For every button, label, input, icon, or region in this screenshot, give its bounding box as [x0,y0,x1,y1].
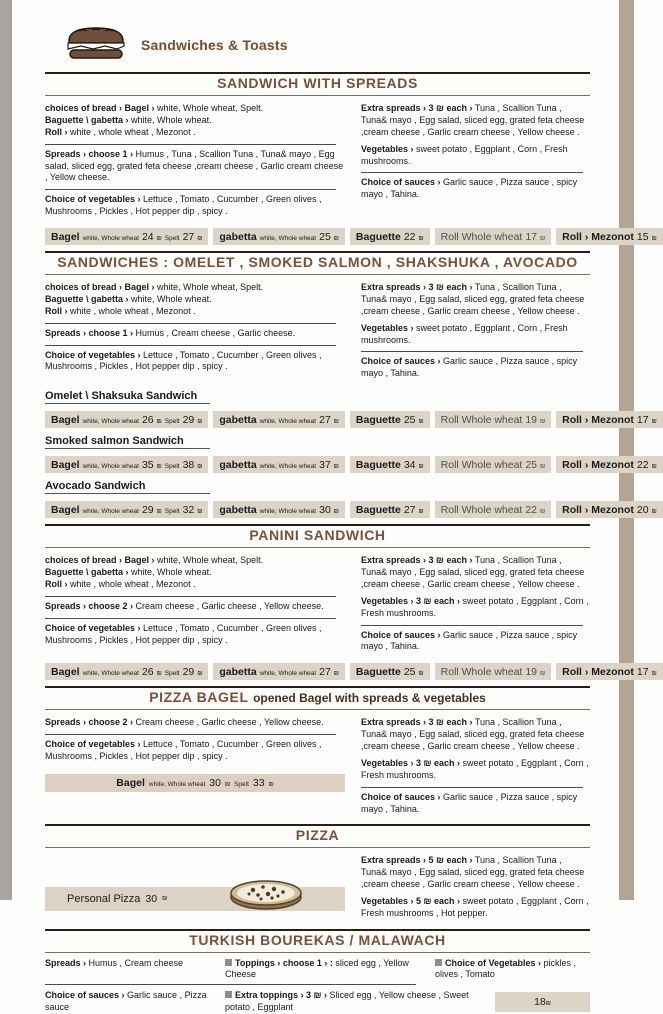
price-value: 18 [534,995,546,1008]
price-value: 25 [403,414,416,427]
divider [45,984,416,985]
price-value: 29 [141,504,154,517]
options-left-column [45,853,345,922]
section-header [45,524,590,548]
shekel-sign: ₪ [333,671,339,678]
extra-spreads: Extra spreads › 3 ₪ each › Tuna , Scallion Tuna , Tuna& mayo , Egg salad, sliced egg, grated feta cheese ,cream cheese , Garlic cream cheese , Yellow cheese . [361,282,585,316]
price-value: 33 [252,776,265,789]
divider [45,618,336,619]
divider [45,345,336,346]
section-pizza-bagel [45,686,590,818]
price-option-roll-wholewheat: Roll Whole wheat 22 ₪ [435,501,552,518]
price-value: 38 [182,459,195,472]
section-pizza [45,824,590,922]
divider [361,625,583,626]
extra-vegetables: Vegetables › 3 ₪ each › sweet potato , Eggplant , Corn , Fresh mushrooms. [361,595,589,618]
price-value: 17 [525,231,538,243]
section-title: PIZZA [295,827,340,844]
price-option-roll-wholewheat: Roll Whole wheat 19 ₪ [435,411,552,428]
spreads-choices: Spreads › choose 1 › Humus , Tuna , Scallion Tuna , Tuna& mayo , Egg salad, sliced egg, grated feta cheese ,cream cheese , Garlic cream cheese , Yellow cheese. [45,148,344,183]
section-sandwiches-omelet-salmon [45,251,657,518]
vegetable-choices: Choice of vegetables › Lettuce , Tomato , Cucumber , Green olives , Mushrooms , Pickles , Hot pepper dip , spicy . [45,194,322,217]
price-option-roll-mezonot: Roll › Mezonot 17 ₪ [556,411,663,428]
price-value: 27 [403,504,416,517]
shekel-sign: ₪ [651,671,657,678]
price-value: 30 [319,504,331,517]
price-value: 22 [403,231,416,243]
spreads-choices: Spreads › choose 2 › Cream cheese , Garlic cheese , Yellow cheese. [45,600,324,611]
square-bullet-icon [225,991,232,998]
shekel-sign: ₪ [197,671,203,678]
toppings-choices: Toppings › choose 1 › : sliced egg , Yellow Cheese [225,957,409,980]
price-value: 27 [319,666,331,679]
price-option-roll-wholewheat: Roll Whole wheat 17 ₪ [435,228,552,245]
subsection-title: Smoked salmon Sandwich [45,435,210,449]
shekel-sign: ₪ [156,509,162,516]
price-option-roll-mezonot: Roll › Mezonot 20 ₪ [556,501,663,518]
price-option-gabetta: gabetta white, Whole wheat 37 ₪ [213,456,345,473]
shekel-sign: ₪ [333,464,339,471]
price-value: 17 [636,666,649,679]
extra-vegetables: Vegetables › sweet potato , Eggplant , Corn , Fresh mushrooms. [361,143,568,166]
shekel-sign: ₪ [333,236,339,242]
shekel-sign: ₪ [545,1000,551,1007]
price-value: 34 [403,459,416,472]
price-option-bagel: Bagel white, Whole wheat 30 ₪ Spelt 33 ₪ [45,774,345,792]
shekel-sign: ₪ [197,419,203,426]
price-option-gabetta: gabetta white, Whole wheat 30 ₪ [213,501,345,518]
shekel-sign: ₪ [540,671,546,678]
pizza-icon [227,871,305,916]
vegetable-choices: Choice of vegetables › Lettuce , Tomato , Cucumber , Green olives , Mushrooms , Pickles , Hot pepper dip , spicy . [45,349,322,372]
sauce-choices: Choice of sauces › Garlic sauce , Pizza sauce , spicy mayo , Tahina. [361,177,578,200]
options-left-column [45,101,345,221]
price-option-roll-wholewheat: Roll Whole wheat 19 ₪ [435,663,552,680]
price-option-bagel: Bagel white, Whole wheat 26 ₪ Spelt 29 ₪ [45,663,208,680]
price-option-baguette: Baguette 25 ₪ [350,663,430,680]
options-right-column [361,280,590,383]
divider [45,189,336,190]
personal-pizza-price [45,887,345,911]
price-value: 19 [525,666,538,679]
shekel-sign: ₪ [418,509,424,516]
vegetable-choices: Choice of Vegetables › pickles , olives , Tomato [435,957,577,980]
square-bullet-icon [435,959,442,966]
subsection-avocado [45,473,657,518]
price-value: 15 [636,231,649,243]
extra-spreads: Extra spreads › 3 ₪ each › Tuna , Scallion Tuna , Tuna& mayo , Egg salad, sliced egg, grated feta cheese ,cream cheese , Garlic cream cheese , Yellow cheese . [361,717,585,751]
price-option-bagel: Bagel white, Whole wheat 29 ₪ Spelt 32 ₪ [45,501,208,518]
category-title: Sandwiches & Toasts [141,37,288,53]
price-value: 37 [319,459,331,472]
sauce-choices: Choice of sauces › Garlic sauce , Pizza sauce , spicy mayo , Tahina. [361,629,578,652]
divider [45,734,336,735]
divider [45,323,336,324]
shekel-sign: ₪ [197,236,203,242]
sauce-choices: Choice of sauces › Garlic sauce , Pizza sauce [45,990,207,1012]
shekel-sign: ₪ [418,236,424,242]
price-value: 20 [636,504,649,517]
price-value: 19 [525,414,538,427]
price-row [45,501,657,518]
price-value: 29 [182,666,195,679]
section-subtitle: opened Bagel with spreads & vegetables [253,691,486,706]
price-value: 32 [182,504,195,517]
price-value: 27 [319,414,331,427]
section-title: TURKISH BOUREKAS / MALAWACH [189,931,446,948]
price-option-roll-wholewheat: Roll Whole wheat 25 ₪ [435,456,552,473]
sauce-choices: Choice of sauces › Garlic sauce , Pizza sauce , spicy mayo , Tahina. [361,356,578,379]
extra-vegetables: Vegetables › 3 ₪ each › sweet potato , Eggplant , Corn , Fresh mushrooms. [361,757,589,780]
section-header [45,686,590,710]
shekel-sign: ₪ [156,236,162,242]
bread-choices: choices of bread › Bagel › white, Whole wheat, Spelt. Baguette \ gabetta › white, Whole wheat. Roll › white , whole wheat , Mezonot . [45,282,264,316]
extra-vegetables: Vegetables › 5 ₪ each › sweet potato , Eggplant , Corn , Fresh mushrooms , Hot pepper. [361,896,589,918]
options-right-column [361,715,590,818]
shekel-sign: ₪ [651,236,657,242]
shekel-sign: ₪ [418,464,424,471]
bread-choices: choices of bread › Bagel › white, Whole wheat, Spelt. Baguette \ gabetta › white, Whole wheat. Roll › white , whole wheat , Mezonot . [45,103,264,137]
section-title: SANDWICH WITH SPREADS [217,75,418,91]
spreads-choices: Spreads › choose 1 › Humus , Cream cheese , Garlic cheese. [45,327,296,338]
shekel-sign: ₪ [162,896,168,903]
price-option-gabetta: gabetta white, Whole wheat 25 ₪ [213,228,345,245]
options-left-column [45,280,345,383]
divider [361,787,583,788]
section-header [45,72,590,96]
item-label: Personal Pizza [67,893,141,906]
vegetable-choices: Choice of vegetables › Lettuce , Tomato , Cucumber , Green olives , Mushrooms , Pickles , Hot pepper dip , spicy . [45,622,322,645]
price-value: 30 [209,776,221,789]
price-option-baguette: Baguette 34 ₪ [350,456,430,473]
price-option-gabetta: gabetta white, Whole wheat 27 ₪ [213,411,345,428]
price-value: 25 [525,459,538,472]
shekel-sign: ₪ [651,464,657,471]
price-value: 22 [525,504,538,517]
section-panini-sandwich [45,524,657,680]
price-value: 25 [319,231,331,243]
price-option-bagel: Bagel white, Whole wheat 26 ₪ Spelt 29 ₪ [45,411,208,428]
shekel-sign: ₪ [651,509,657,516]
section-turkish-bourekas-malawach [45,929,590,1014]
subsection-smoked-salmon [45,428,657,473]
category-header [63,24,590,66]
options-left-column [45,553,345,656]
menu-page [45,0,657,1014]
subsection-title: Omelet \ Shaksuka Sandwich [45,390,210,404]
divider [45,144,336,145]
subsection-title: Avocado Sandwich [45,480,210,494]
options-right-column [361,101,590,221]
section-title: SANDWICHES : OMELET , SMOKED SALMON , SHAKSHUKA , AVOCADO [57,254,578,270]
price-option-baguette: Baguette 25 ₪ [350,411,430,428]
price-option-bagel: Bagel white, Whole wheat 24 ₪ Spelt 27 ₪ [45,228,208,245]
extra-spreads: Extra spreads › 3 ₪ each › Tuna , Scallion Tuna , Tuna& mayo , Egg salad, sliced egg, grated feta cheese ,cream cheese , Garlic cream cheese , Yellow cheese . [361,103,585,137]
shekel-sign: ₪ [540,419,546,426]
price-row [45,663,657,680]
shekel-sign: ₪ [156,464,162,471]
bread-choices: choices of bread › Bagel › white, Whole wheat, Spelt. Baguette \ gabetta › white, Whole wheat. Roll › white , whole wheat , Mezonot . [45,555,264,589]
shekel-sign: ₪ [418,419,424,426]
extra-vegetables: Vegetables › sweet potato , Eggplant , Corn , Fresh mushrooms. [361,322,568,345]
shekel-sign: ₪ [268,781,274,788]
price-value: 25 [403,666,416,679]
price-value: 30 [145,893,158,906]
bourekas-price [495,992,590,1012]
price-value: 35 [141,459,154,472]
shekel-sign: ₪ [197,464,203,471]
shekel-sign: ₪ [224,781,231,788]
price-option-bagel: Bagel white, Whole wheat 35 ₪ Spelt 38 ₪ [45,456,208,473]
subsection-omelet-shaksuka [45,383,657,428]
extra-spreads: Extra spreads › 5 ₪ each › Tuna , Scallion Tuna , Tuna& mayo , Egg salad, sliced egg, grated feta cheese ,cream cheese , Garlic cream cheese , Yellow cheese . [361,855,585,890]
section-title: PANINI SANDWICH [249,527,386,544]
left-edge-strip [0,0,12,900]
shekel-sign: ₪ [651,419,657,426]
price-value: 24 [141,231,154,243]
options-right-column [361,553,590,656]
section-sandwich-with-spreads [45,72,657,245]
spreads-choices: Spreads › choose 2 › Cream cheese , Garlic cheese , Yellow cheese. [45,717,324,728]
shekel-sign: ₪ [540,236,546,242]
price-value: 26 [141,414,154,427]
price-value: 26 [141,666,154,679]
shekel-sign: ₪ [418,671,424,678]
shekel-sign: ₪ [156,671,162,678]
price-row [45,411,657,428]
extra-spreads: Extra spreads › 3 ₪ each › Tuna , Scallion Tuna , Tuna& mayo , Egg salad, sliced egg, grated feta cheese ,cream cheese , Garlic cream cheese , Yellow cheese . [361,555,585,589]
options-left-column [45,715,345,818]
price-value: 27 [182,231,195,243]
square-bullet-icon [225,959,232,966]
price-option-roll-mezonot: Roll › Mezonot 22 ₪ [556,456,663,473]
section-header [45,251,590,275]
price-option-baguette: Baguette 22 ₪ [350,228,430,245]
price-row [45,456,657,473]
spreads-choices: Spreads › Humus , Cream cheese [45,957,184,968]
price-value: 17 [636,414,649,427]
price-option-roll-mezonot: Roll › Mezonot 17 ₪ [556,663,663,680]
options-right-column [361,853,590,922]
price-value: 22 [636,459,649,472]
price-row [45,228,657,245]
shekel-sign: ₪ [333,419,339,426]
price-value: 29 [182,414,195,427]
divider [361,351,583,352]
price-option-gabetta: gabetta white, Whole wheat 27 ₪ [213,663,345,680]
shekel-sign: ₪ [540,464,546,471]
divider [361,172,583,173]
right-edge-strip [619,0,634,900]
price-option-roll-mezonot: Roll › Mezonot 15 ₪ [556,228,663,245]
vegetable-choices: Choice of vegetables › Lettuce , Tomato , Cucumber , Green olives , Mushrooms , Pickles , Hot pepper dip , spicy . [45,739,322,761]
sandwich-icon [63,23,129,68]
divider [45,596,336,597]
shekel-sign: ₪ [540,509,546,516]
shekel-sign: ₪ [156,419,162,426]
section-title: PIZZA BAGEL [149,689,249,706]
section-header [45,824,590,848]
sauce-choices: Choice of sauces › Garlic sauce , Pizza sauce , spicy mayo , Tahina. [361,791,578,814]
shekel-sign: ₪ [333,509,339,516]
price-option-baguette: Baguette 27 ₪ [350,501,430,518]
extra-toppings: Extra toppings › 3 ₪ › Sliced egg , Yellow cheese , Sweet potato , Eggplant [225,990,469,1012]
section-header [45,929,590,953]
shekel-sign: ₪ [197,509,203,516]
